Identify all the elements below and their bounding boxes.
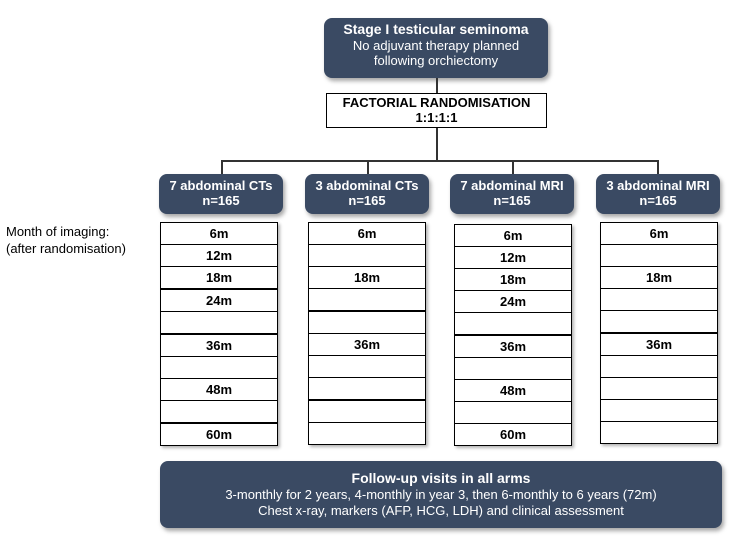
schedule-cell: 36m (161, 334, 278, 357)
schedule-cell: 36m (309, 334, 426, 356)
connector-arm-4 (657, 160, 659, 174)
schedule-row (161, 267, 278, 290)
arm-n: n=165 (493, 193, 531, 208)
schedule-cell (161, 357, 278, 379)
schedule-cell (455, 358, 572, 380)
population-title: Stage I testicular seminoma (343, 21, 529, 37)
arm-header-2 (305, 174, 429, 214)
schedule-row (601, 311, 718, 334)
schedule-cell: 36m (455, 335, 572, 358)
schedule-row (309, 245, 426, 267)
schedule-row (455, 424, 572, 446)
schedule-cell (455, 313, 572, 336)
schedule-row (601, 333, 718, 356)
connector-horizontal (221, 160, 658, 162)
population-line-1: No adjuvant therapy planned (352, 38, 520, 53)
schedule-row (161, 401, 278, 424)
connector-arm-3 (512, 160, 514, 174)
arm-name: 7 abdominal CTs (169, 178, 273, 193)
schedule-cell (309, 423, 426, 445)
schedule-row (309, 423, 426, 445)
schedule-cell: 48m (161, 379, 278, 401)
schedule-row (455, 225, 572, 247)
schedule-cell (601, 356, 718, 378)
schedule-cell: 48m (455, 380, 572, 402)
schedule-row (455, 269, 572, 291)
schedule-cell: 6m (601, 223, 718, 245)
schedule-grid-arm-3 (454, 224, 572, 446)
schedule-cell (309, 400, 426, 423)
population-line-2: following orchiectomy (373, 53, 499, 68)
schedule-row (601, 267, 718, 289)
schedule-cell (601, 422, 718, 444)
schedule-row (601, 356, 718, 378)
schedule-cell: 6m (161, 223, 278, 245)
schedule-row (309, 311, 426, 334)
schedule-row (455, 291, 572, 313)
imaging-month-label-line-1: Month of imaging: (6, 224, 110, 239)
schedule-cell: 24m (455, 291, 572, 313)
schedule-cell: 18m (455, 269, 572, 291)
arm-n: n=165 (348, 193, 386, 208)
schedule-row (161, 245, 278, 267)
schedule-cell (309, 378, 426, 401)
arm-n: n=165 (202, 193, 240, 208)
arm-name: 3 abdominal MRI (606, 178, 710, 193)
follow-up-title: Follow-up visits in all arms (351, 470, 531, 486)
schedule-row (161, 334, 278, 357)
schedule-row (309, 334, 426, 356)
schedule-cell (455, 402, 572, 424)
schedule-row (161, 379, 278, 401)
schedule-cell: 18m (309, 267, 426, 289)
schedule-row (455, 313, 572, 336)
schedule-cell: 60m (455, 424, 572, 446)
schedule-row (601, 223, 718, 245)
schedule-row (455, 358, 572, 380)
schedule-cell (601, 311, 718, 334)
connector-down (436, 128, 438, 160)
schedule-cell (309, 245, 426, 267)
schedule-cell: 24m (161, 289, 278, 312)
schedule-cell: 18m (601, 267, 718, 289)
arm-header-1 (159, 174, 283, 214)
schedule-row (601, 422, 718, 444)
schedule-row (161, 312, 278, 335)
randomisation-title: FACTORIAL RANDOMISATION (342, 95, 531, 110)
schedule-cell (601, 245, 718, 267)
schedule-row (601, 400, 718, 422)
schedule-cell: 6m (309, 223, 426, 245)
schedule-row (601, 245, 718, 267)
connector-arm-2 (367, 160, 369, 174)
schedule-grid-arm-4 (600, 222, 718, 444)
population-box (324, 18, 548, 78)
schedule-row (309, 400, 426, 423)
schedule-cell (601, 400, 718, 422)
follow-up-line-2: Chest x-ray, markers (AFP, HCG, LDH) and clinical assessment (258, 503, 624, 518)
schedule-cell (161, 312, 278, 335)
arm-name: 3 abdominal CTs (315, 178, 419, 193)
connector-arm-1 (221, 160, 223, 174)
schedule-row (455, 402, 572, 424)
schedule-cell: 18m (161, 267, 278, 290)
schedule-cell (161, 401, 278, 424)
follow-up-line-1: 3-monthly for 2 years, 4-monthly in year 3, then 6-monthly to 6 years (72m) (225, 487, 657, 502)
schedule-row (455, 335, 572, 358)
schedule-row (161, 423, 278, 446)
arm-n: n=165 (639, 193, 677, 208)
connector-top (436, 78, 438, 93)
schedule-cell: 36m (601, 333, 718, 356)
schedule-cell (309, 289, 426, 312)
arm-header-4 (596, 174, 720, 214)
schedule-grid-arm-1 (160, 222, 278, 446)
schedule-cell: 12m (161, 245, 278, 267)
schedule-row (601, 289, 718, 311)
schedule-cell: 6m (455, 225, 572, 247)
imaging-month-label (6, 223, 126, 257)
randomisation-box (326, 93, 547, 128)
follow-up-box (160, 461, 722, 528)
arm-header-3 (450, 174, 574, 214)
schedule-row (161, 223, 278, 245)
schedule-cell: 60m (161, 423, 278, 446)
arm-name: 7 abdominal MRI (460, 178, 564, 193)
schedule-row (309, 223, 426, 245)
schedule-cell (601, 378, 718, 400)
schedule-row (161, 289, 278, 312)
schedule-row (601, 378, 718, 400)
schedule-cell (309, 311, 426, 334)
schedule-row (309, 267, 426, 289)
schedule-cell (601, 289, 718, 311)
schedule-row (455, 247, 572, 269)
randomisation-ratio: 1:1:1:1 (415, 110, 458, 125)
schedule-row (161, 357, 278, 379)
schedule-row (309, 289, 426, 312)
schedule-cell: 12m (455, 247, 572, 269)
schedule-row (309, 378, 426, 401)
imaging-month-label-line-2: (after randomisation) (6, 241, 126, 256)
schedule-row (309, 356, 426, 378)
schedule-cell (309, 356, 426, 378)
schedule-row (455, 380, 572, 402)
schedule-grid-arm-2 (308, 222, 426, 445)
